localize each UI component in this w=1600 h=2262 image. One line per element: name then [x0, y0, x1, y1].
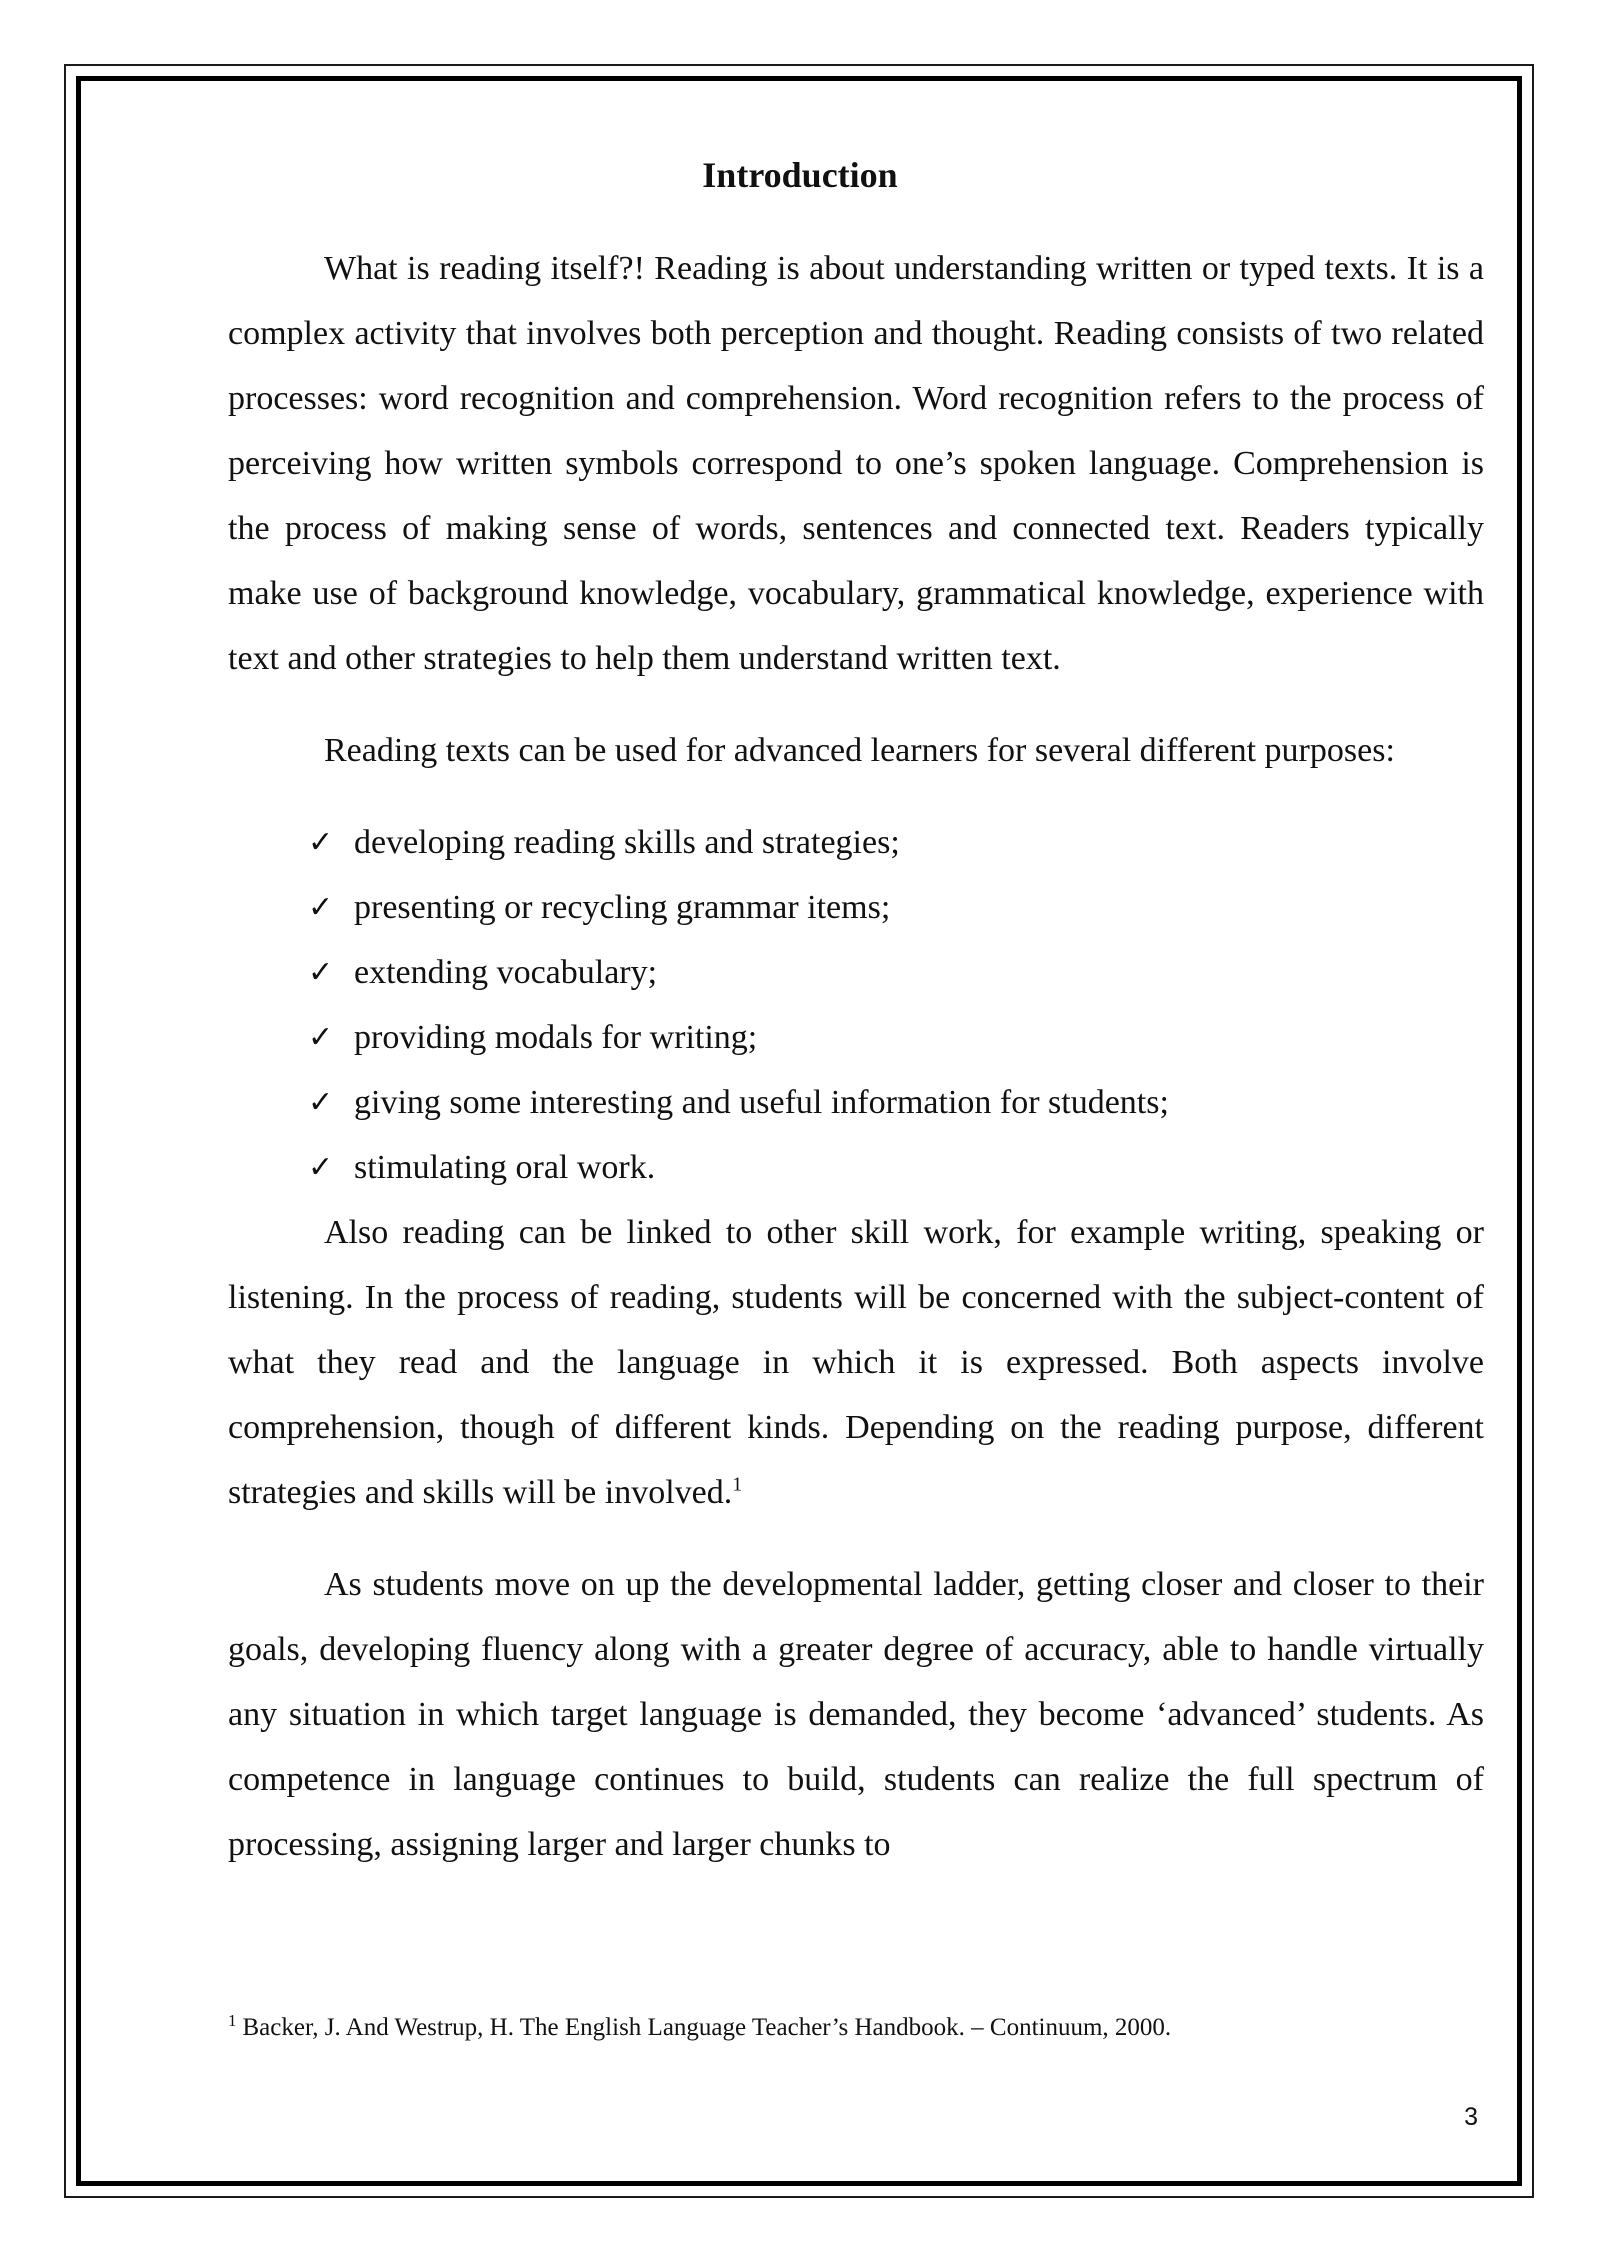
purposes-list — [228, 810, 1484, 1200]
list-item-text: extending vocabulary; — [354, 954, 658, 991]
paragraph-purposes-intro: Reading texts can be used for advanced learners for several different purposes: — [324, 732, 1395, 769]
paragraph-advanced-students: As students move on up the developmental ladder, getting closer and closer to their goals, developing fluency along with a greater degree of accuracy, able to handle virtually any situation in which target language is demanded, they become ‘advanced’ students. As competence in language continues to build, students can realize the full spectrum of processing, assigning larger and larger chunks to — [228, 1566, 1484, 1863]
check-mark-icon: ✓ — [308, 1150, 334, 1185]
list-item — [228, 875, 1484, 940]
footnote-text: Backer, J. And Westrup, H. The English Language Teacher’s Handbook. – Continuum, 2000. — [242, 2014, 1172, 2041]
page-title: Introduction — [702, 155, 898, 195]
footnote-reference[interactable]: 1 — [732, 1473, 743, 1496]
list-item-text: stimulating oral work. — [354, 1149, 656, 1186]
body-text — [228, 236, 1484, 1877]
check-mark-icon: ✓ — [308, 890, 334, 925]
check-mark-icon: ✓ — [308, 1020, 334, 1055]
footnote-number: 1 — [228, 2010, 237, 2030]
list-item-text: presenting or recycling grammar items; — [354, 889, 891, 926]
check-mark-icon: ✓ — [308, 955, 334, 990]
list-item-text: giving some interesting and useful information for students; — [354, 1084, 1169, 1121]
list-item — [228, 810, 1484, 875]
list-item — [228, 1135, 1484, 1200]
list-item-text: providing modals for writing; — [354, 1019, 758, 1056]
list-item — [228, 1005, 1484, 1070]
paragraph-reading-definition: What is reading itself?! Reading is about understanding written or typed texts. It is a complex activity that involves both perception and thought. Reading consists of two related processes: word recognition and comprehension. Word recognition refers to the process of perceiving how written symbols correspond to one’s spoken language. Comprehension is the process of making sense of words, sentences and connected text. Readers typically make use of background knowledge, vocabulary, grammatical knowledge, experience with text and other strategies to help them understand written text. — [228, 250, 1484, 677]
check-mark-icon: ✓ — [308, 825, 334, 860]
list-item — [228, 940, 1484, 1005]
page-number: 3 — [1464, 2103, 1478, 2131]
list-item-text: developing reading skills and strategies; — [354, 824, 900, 861]
footnote — [228, 2008, 1484, 2048]
check-mark-icon: ✓ — [308, 1085, 334, 1120]
list-item — [228, 1070, 1484, 1135]
paragraph-skill-linking — [228, 1200, 1484, 1525]
paragraph-skill-linking-text: Also reading can be linked to other skill work, for example writing, speaking or listening. In the process of reading, students will be concerned with the subject-content of what they read and the language in which it is expressed. Both aspects involve comprehension, though of different kinds. Depending on the reading purpose, different strategies and skills will be involved. — [228, 1214, 1484, 1511]
